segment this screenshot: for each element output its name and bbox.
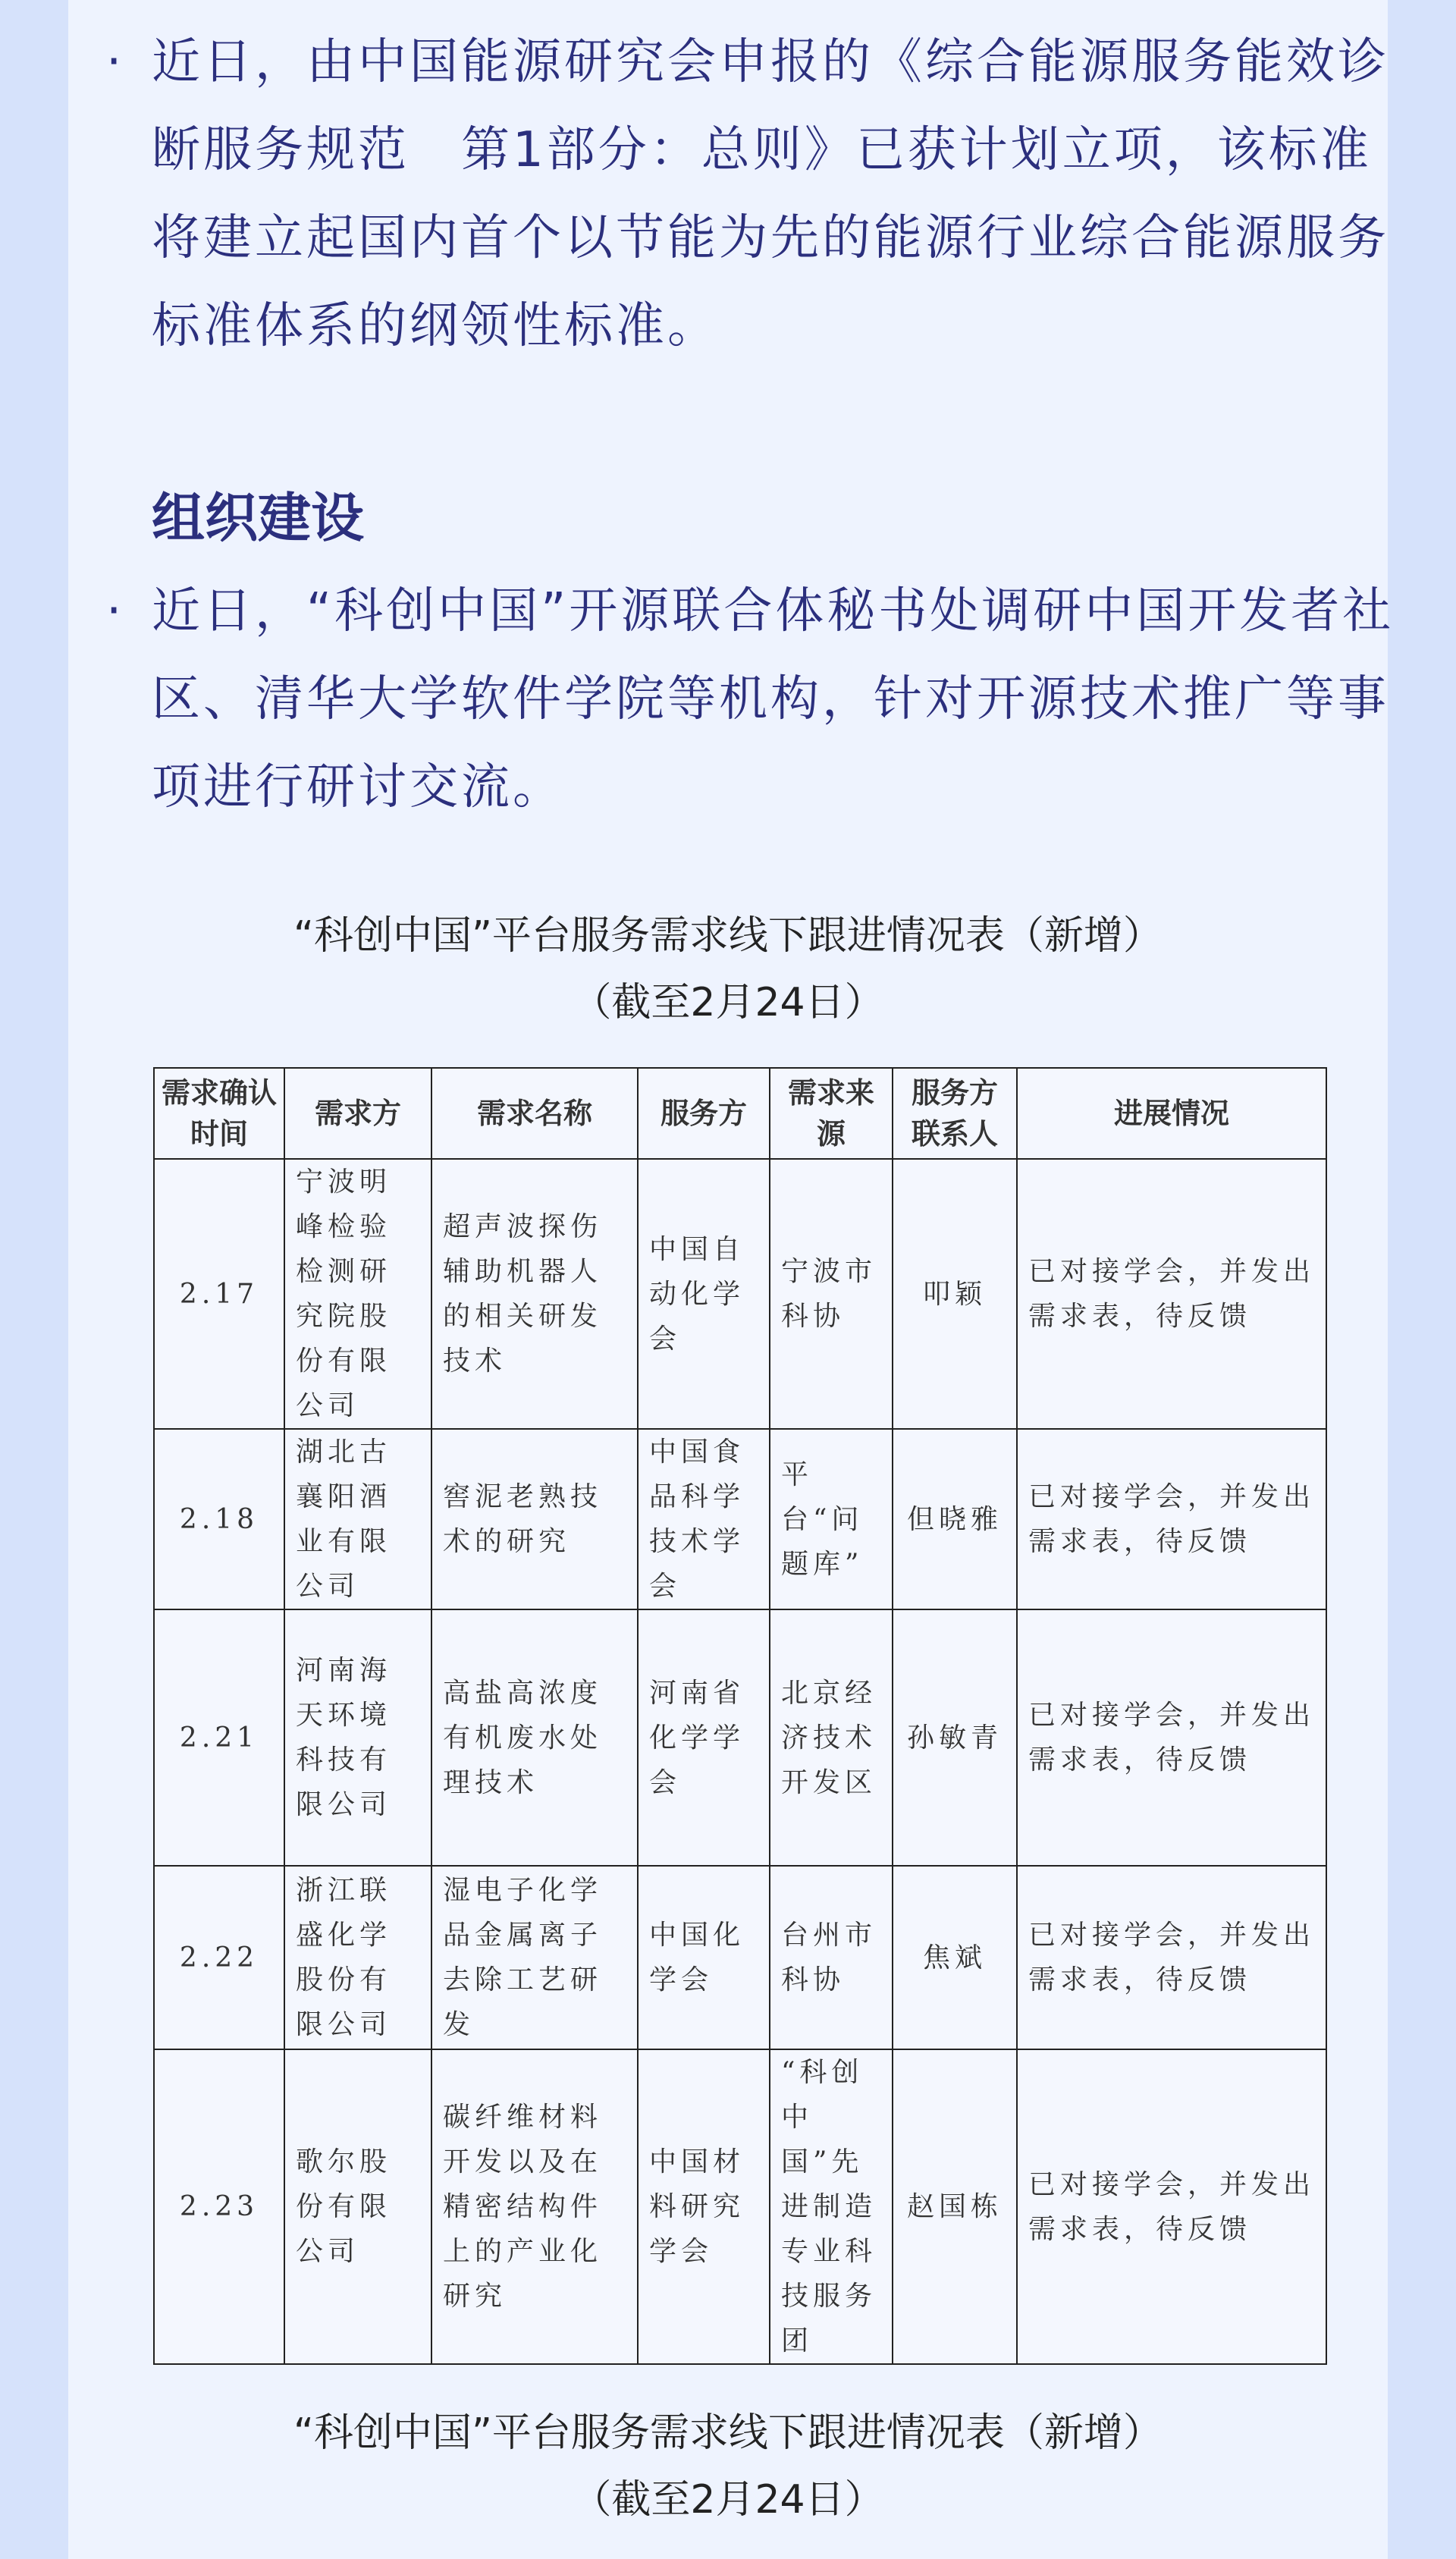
cell-service-provider: 中国化学会 xyxy=(638,1866,770,2049)
cell-contact: 孙敏青 xyxy=(893,1609,1017,1866)
cell-demand-name: 超声波探伤辅助机器人的相关研发技术 xyxy=(431,1159,638,1429)
cell-demander: 宁波明峰检验检测研究院股份有限公司 xyxy=(284,1159,431,1429)
header-demand-name: 需求名称 xyxy=(431,1068,638,1159)
cell-contact: 赵国栋 xyxy=(893,2049,1017,2364)
bullet-dot-icon: · xyxy=(106,34,122,90)
bullet-text: 近日，由中国能源研究会申报的《综合能源服务能效诊断服务规范 第1部分：总则》已获计划立项，该标准将建立起国内首个以节能为先的能源行业综合能源服务标准体系的纲领性标准。 xyxy=(152,34,1389,354)
cell-progress: 已对接学会，并发出需求表，待反馈 xyxy=(1017,1429,1326,1609)
cell-service-provider: 中国食品科学技术学会 xyxy=(638,1429,770,1609)
cell-demander: 浙江联盛化学股份有限公司 xyxy=(284,1866,431,2049)
bullet-section-standards xyxy=(68,18,1388,370)
cell-progress: 已对接学会，并发出需求表，待反馈 xyxy=(1017,2049,1326,2364)
cell-demander: 湖北古襄阳酒业有限公司 xyxy=(284,1429,431,1609)
cell-progress: 已对接学会，并发出需求表，待反馈 xyxy=(1017,1866,1326,2049)
bullet-section-organization xyxy=(68,567,1395,831)
cell-demand-source: 宁波市科协 xyxy=(770,1159,893,1429)
cell-confirm-time: 2.21 xyxy=(154,1609,284,1866)
cell-confirm-time: 2.22 xyxy=(154,1866,284,2049)
header-demander: 需求方 xyxy=(284,1068,431,1159)
cell-confirm-time: 2.17 xyxy=(154,1159,284,1429)
cell-demand-name: 碳纤维材料开发以及在精密结构件上的产业化研究 xyxy=(431,2049,638,2364)
cell-demand-name: 高盐高浓度有机废水处理技术 xyxy=(431,1609,638,1866)
table-row xyxy=(154,1609,1326,1866)
cell-service-provider: 河南省化学学会 xyxy=(638,1609,770,1866)
cell-demand-source: 平台“问题库” xyxy=(770,1429,893,1609)
cell-contact: 叩颖 xyxy=(893,1159,1017,1429)
header-progress: 进展情况 xyxy=(1017,1068,1326,1159)
repeat-table-subtitle: （截至2月24日） xyxy=(572,2477,884,2523)
cell-progress: 已对接学会，并发出需求表，待反馈 xyxy=(1017,1159,1326,1429)
table-header-row xyxy=(154,1068,1326,1159)
table-row xyxy=(154,2049,1326,2364)
cell-demand-name: 湿电子化学品金属离子去除工艺研发 xyxy=(431,1866,638,2049)
cell-demander: 河南海天环境科技有限公司 xyxy=(284,1609,431,1866)
demand-tracking-table xyxy=(153,1067,1327,2365)
bullet-item xyxy=(68,18,1388,370)
header-contact: 服务方联系人 xyxy=(893,1068,1017,1159)
cell-demand-source: “科创中国”先进制造专业科技服务团 xyxy=(770,2049,893,2364)
cell-demand-source: 北京经济技术开发区 xyxy=(770,1609,893,1866)
cell-service-provider: 中国材料研究学会 xyxy=(638,2049,770,2364)
bullet-item xyxy=(68,567,1395,831)
header-demand-source: 需求来源 xyxy=(770,1068,893,1159)
cell-progress: 已对接学会，并发出需求表，待反馈 xyxy=(1017,1609,1326,1866)
table-row xyxy=(154,1159,1326,1429)
table-subtitle: （截至2月24日） xyxy=(572,980,884,1025)
section-heading-organization: 组织建设 xyxy=(152,487,364,549)
cell-demand-name: 窖泥老熟技术的研究 xyxy=(431,1429,638,1609)
bullet-dot-icon: · xyxy=(106,583,122,639)
table-title: “科创中国”平台服务需求线下跟进情况表（新增） xyxy=(293,913,1163,959)
cell-confirm-time: 2.18 xyxy=(154,1429,284,1609)
table-row xyxy=(154,1429,1326,1609)
content-panel xyxy=(68,0,1395,2559)
repeat-table-title: “科创中国”平台服务需求线下跟进情况表（新增） xyxy=(293,2410,1163,2456)
cell-service-provider: 中国自动化学会 xyxy=(638,1159,770,1429)
cell-demander: 歌尔股份有限公司 xyxy=(284,2049,431,2364)
cell-confirm-time: 2.23 xyxy=(154,2049,284,2364)
table-row xyxy=(154,1866,1326,2049)
bullet-text: 近日，“科创中国”开源联合体秘书处调研中国开发者社区、清华大学软件学院等机构，针对开源技术推广等事项进行研讨交流。 xyxy=(152,583,1395,815)
header-service-provider: 服务方 xyxy=(638,1068,770,1159)
header-confirm-time: 需求确认时间 xyxy=(154,1068,284,1159)
cell-contact: 焦斌 xyxy=(893,1866,1017,2049)
cell-contact: 但晓雅 xyxy=(893,1429,1017,1609)
cell-demand-source: 台州市科协 xyxy=(770,1866,893,2049)
